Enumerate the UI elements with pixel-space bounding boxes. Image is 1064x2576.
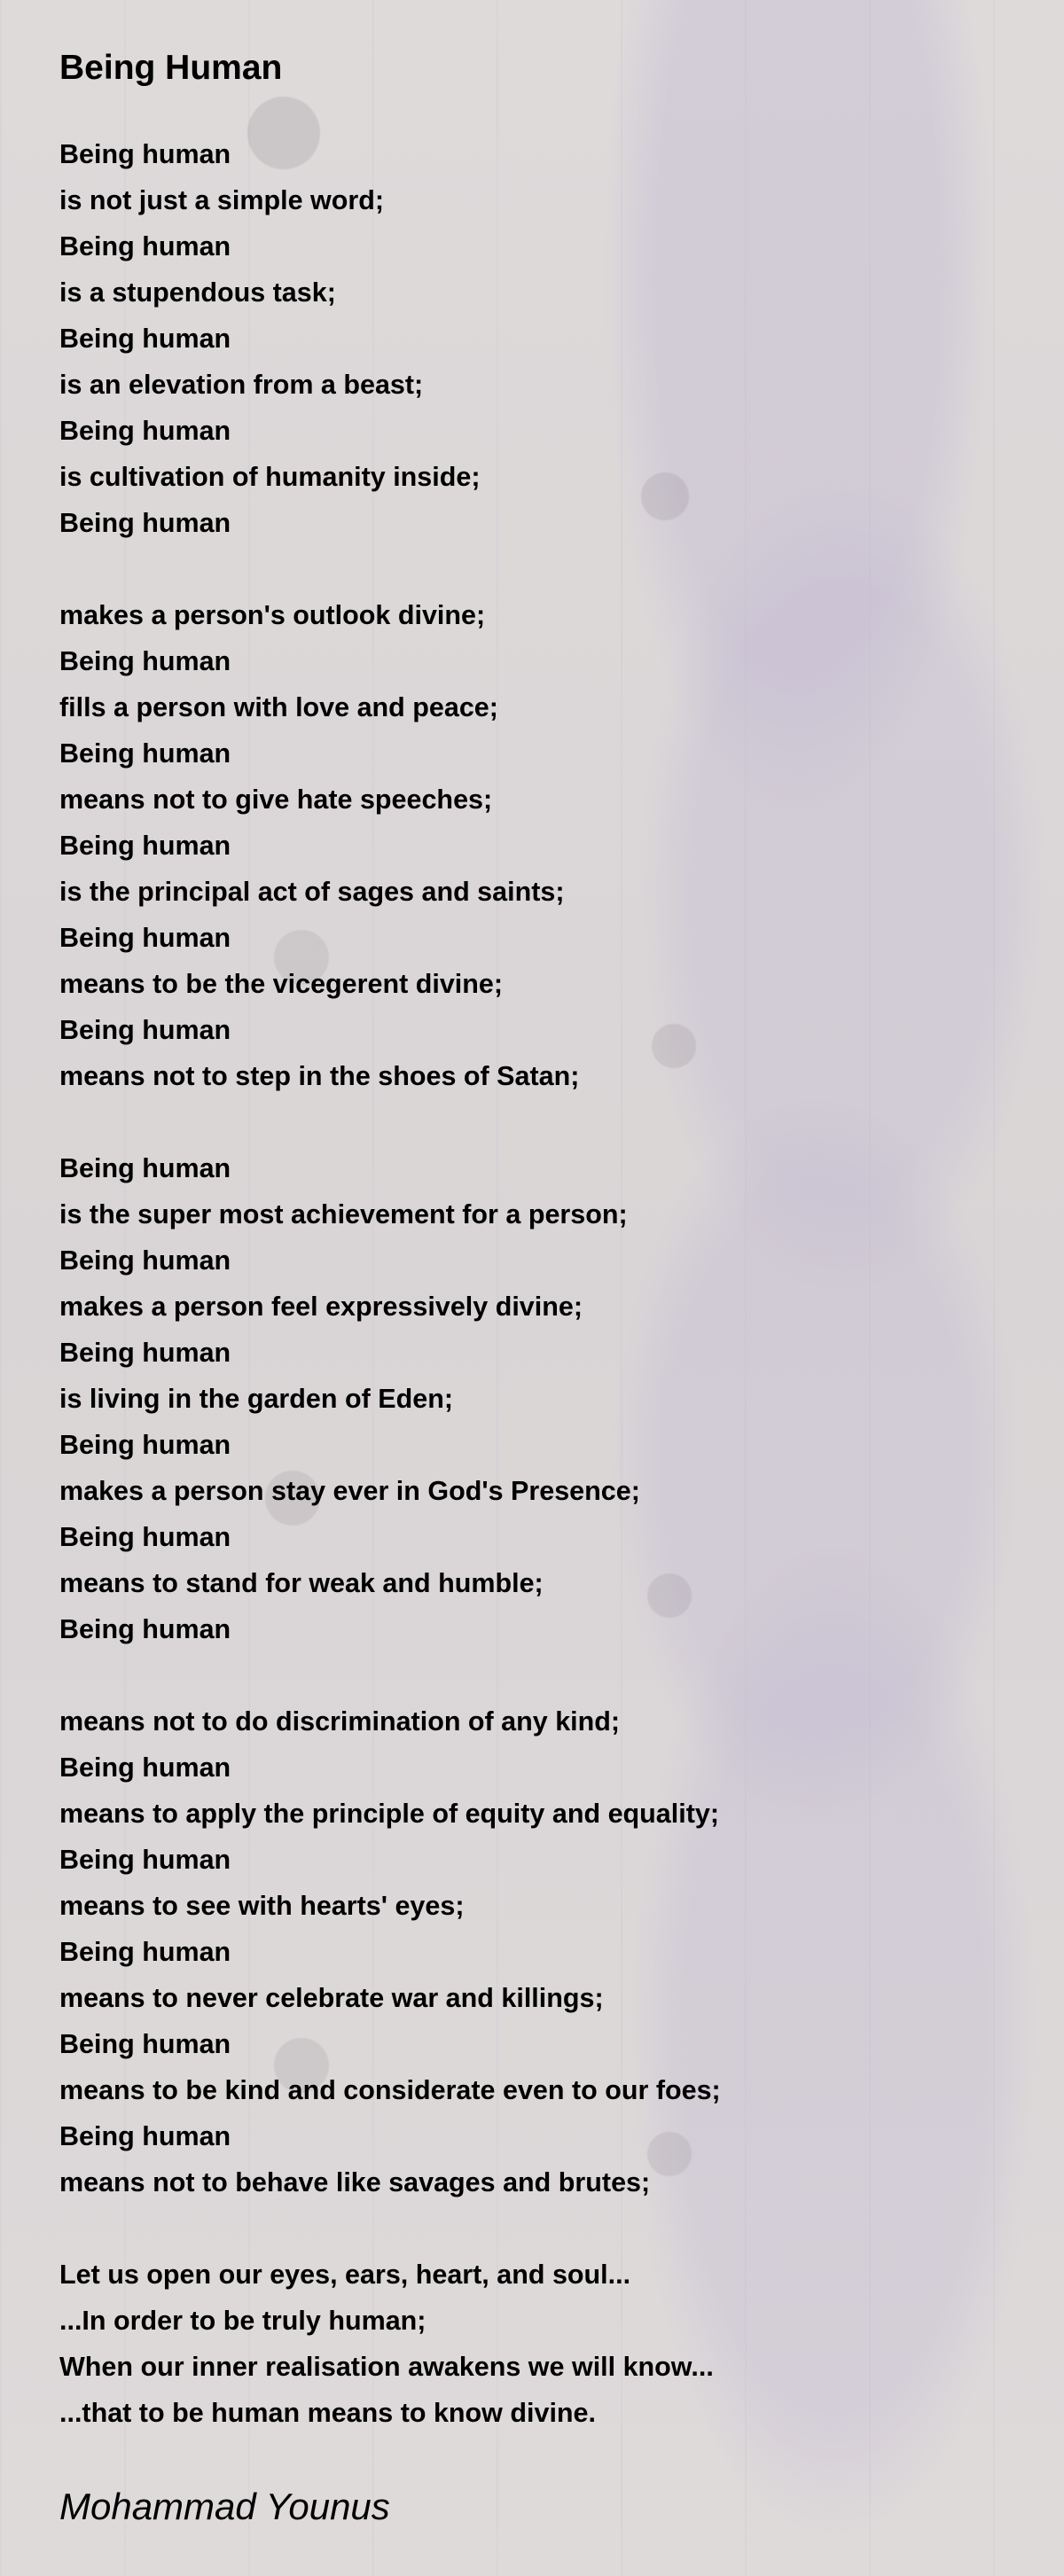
stanza-break <box>59 2205 999 2252</box>
poem-line: means not to behave like savages and brutes; <box>59 2167 651 2197</box>
poem-line: ...In order to be truly human; <box>59 2306 426 2336</box>
poem-line: Being human <box>59 1015 231 1045</box>
poem-line: is not just a simple word; <box>59 185 385 215</box>
stanza-break <box>59 546 999 592</box>
poem-line: means not to give hate speeches; <box>59 785 493 815</box>
poem-line: Let us open our eyes, ears, heart, and soul... <box>59 2260 631 2290</box>
poem-line: means to be kind and considerate even to our foes; <box>59 2075 721 2105</box>
poem-line: Being human <box>59 508 231 538</box>
poem-line: means not to do discrimination of any kind; <box>59 1706 621 1737</box>
poem-line: means to be the vicegerent divine; <box>59 969 504 999</box>
poem-line: Being human <box>59 646 231 676</box>
stanza-break <box>59 1652 999 1698</box>
poem-line: Being human <box>59 231 231 262</box>
poem-line: Being human <box>59 923 231 953</box>
poem-line: Being human <box>59 831 231 861</box>
poem-line: Being human <box>59 1522 231 1552</box>
poem-line: means to never celebrate war and killings; <box>59 1983 604 2013</box>
poem-line: Being human <box>59 1430 231 1460</box>
poem-line: Being human <box>59 1153 231 1183</box>
poem-line: makes a person stay ever in God's Presence; <box>59 1476 640 1506</box>
poem-line: Being human <box>59 1752 231 1783</box>
poem-line: means to apply the principle of equity and equality; <box>59 1799 719 1829</box>
poem-line: Being human <box>59 1614 231 1644</box>
poem-line: Being human <box>59 139 231 169</box>
stanza-break <box>59 1099 999 1145</box>
poem-line: means to stand for weak and humble; <box>59 1568 544 1598</box>
poem-line: is an elevation from a beast; <box>59 370 424 400</box>
poem-line: Being human <box>59 416 231 446</box>
poem-line: Being human <box>59 738 231 769</box>
poem-line: is living in the garden of Eden; <box>59 1384 453 1414</box>
poem-line: means not to step in the shoes of Satan; <box>59 1061 580 1091</box>
poem-line: Being human <box>59 324 231 354</box>
poem-line: makes a person feel expressively divine; <box>59 1292 583 1322</box>
poem-line: is cultivation of humanity inside; <box>59 462 481 492</box>
poem-line: fills a person with love and peace; <box>59 692 498 722</box>
poem-author: Mohammad Younus <box>59 2486 390 2527</box>
poem-line: Being human <box>59 1845 231 1875</box>
poem-line: Being human <box>59 2121 231 2151</box>
poem-line: Being human <box>59 1937 231 1967</box>
poem-line: is the principal act of sages and saints; <box>59 877 565 907</box>
poem-title: Being Human <box>59 49 283 87</box>
poem-line: Being human <box>59 1338 231 1368</box>
poem-line: makes a person's outlook divine; <box>59 600 486 630</box>
poem-line: means to see with hearts' eyes; <box>59 1891 465 1921</box>
poem-line: is a stupendous task; <box>59 277 336 308</box>
poem-body <box>59 131 999 2436</box>
poem-line: When our inner realisation awakens we will know... <box>59 2352 714 2382</box>
poem-line: Being human <box>59 2029 231 2059</box>
poem-line: ...that to be human means to know divine. <box>59 2398 596 2428</box>
poem-line: is the super most achievement for a person; <box>59 1199 628 1229</box>
poem-line: Being human <box>59 1245 231 1276</box>
